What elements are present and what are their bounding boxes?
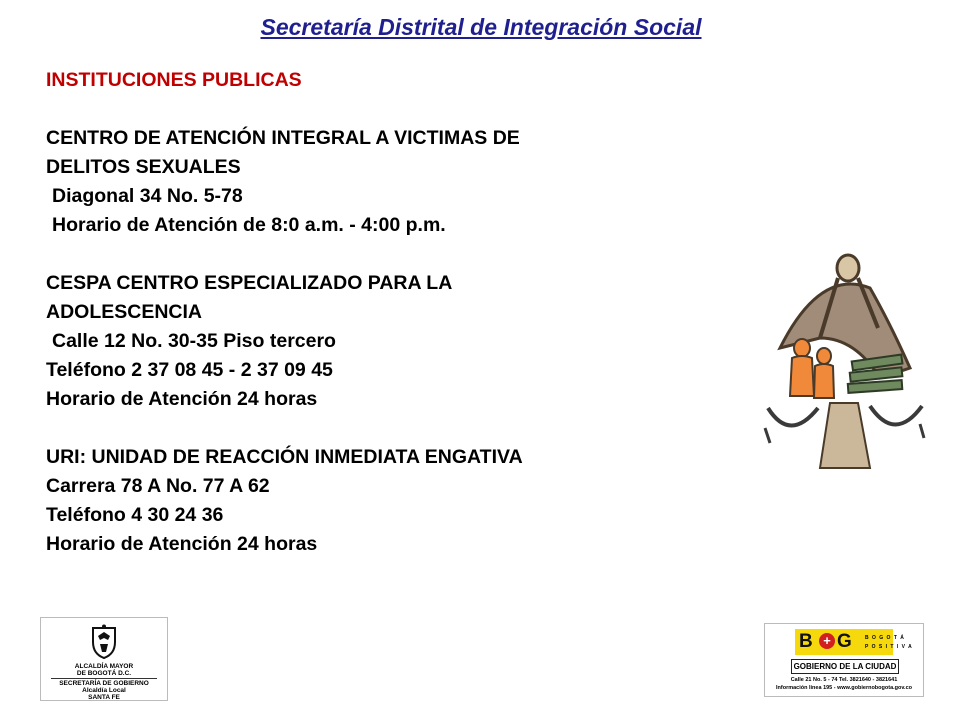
institution-block [46,443,746,559]
page-title: Secretaría Distrital de Integración Social [260,14,702,40]
brand-side-text: P O S I T I V A [865,644,913,650]
institution-address: Diagonal 34 No. 5-78 [52,185,243,207]
bog-brand-mark [795,629,913,655]
institution-hours: Horario de Atención de 8:0 a.m. - 4:00 p.m. [52,214,446,236]
institution-phone: Teléfono 2 37 08 45 - 2 37 09 45 [46,359,333,381]
plus-icon: + [819,633,835,649]
logo-text-line: Alcaldía Local [82,687,126,694]
institution-address: Calle 12 No. 30-35 Piso tercero [52,330,336,352]
logo-text-line: DE BOGOTÁ D.C. [76,670,132,677]
institution-name-cont: ADOLESCENCIA [46,301,203,323]
institution-name: CESPA CENTRO ESPECIALIZADO PARA LA [46,272,453,294]
institution-hours: Horario de Atención 24 horas [46,388,318,410]
logo-text-line: SECRETARÍA DE GOBIERNO [59,680,149,687]
alcaldia-logo [40,617,168,701]
brand-side-text: B O G O T Á [865,635,905,641]
institution-block [46,269,746,414]
logo-info: Información línea 195 - www.gobiernobogota.gov.co [776,685,912,691]
institution-name: CENTRO DE ATENCIÓN INTEGRAL A VICTIMAS DE [46,127,520,149]
institution-name-cont: DELITOS SEXUALES [46,156,241,178]
institution-phone: Teléfono 4 30 24 36 [46,504,224,526]
logo-text-line: ALCALDÍA MAYOR [74,663,134,670]
institution-address: Carrera 78 A No. 77 A 62 [46,475,270,497]
gobierno-label: GOBIERNO DE LA CIUDAD [791,659,899,674]
brand-letter: G [837,631,851,652]
logo-text-line: SANTA FE [88,694,120,701]
institution-hours: Horario de Atención 24 horas [46,533,318,555]
section-heading: INSTITUCIONES PUBLICAS [46,69,302,91]
family-scale-illustration [760,228,930,483]
institution-name: URI: UNIDAD DE REACCIÓN INMEDIATA ENGATIVA [46,446,523,468]
institution-block [46,124,746,240]
bogota-positiva-logo [764,623,924,697]
coat-of-arms-icon [89,624,119,660]
institutions-list [46,66,746,559]
brand-letter: B [799,631,812,652]
logo-address: Calle 21 No. 5 - 74 Tel. 3821640 - 3821641 [790,677,898,683]
